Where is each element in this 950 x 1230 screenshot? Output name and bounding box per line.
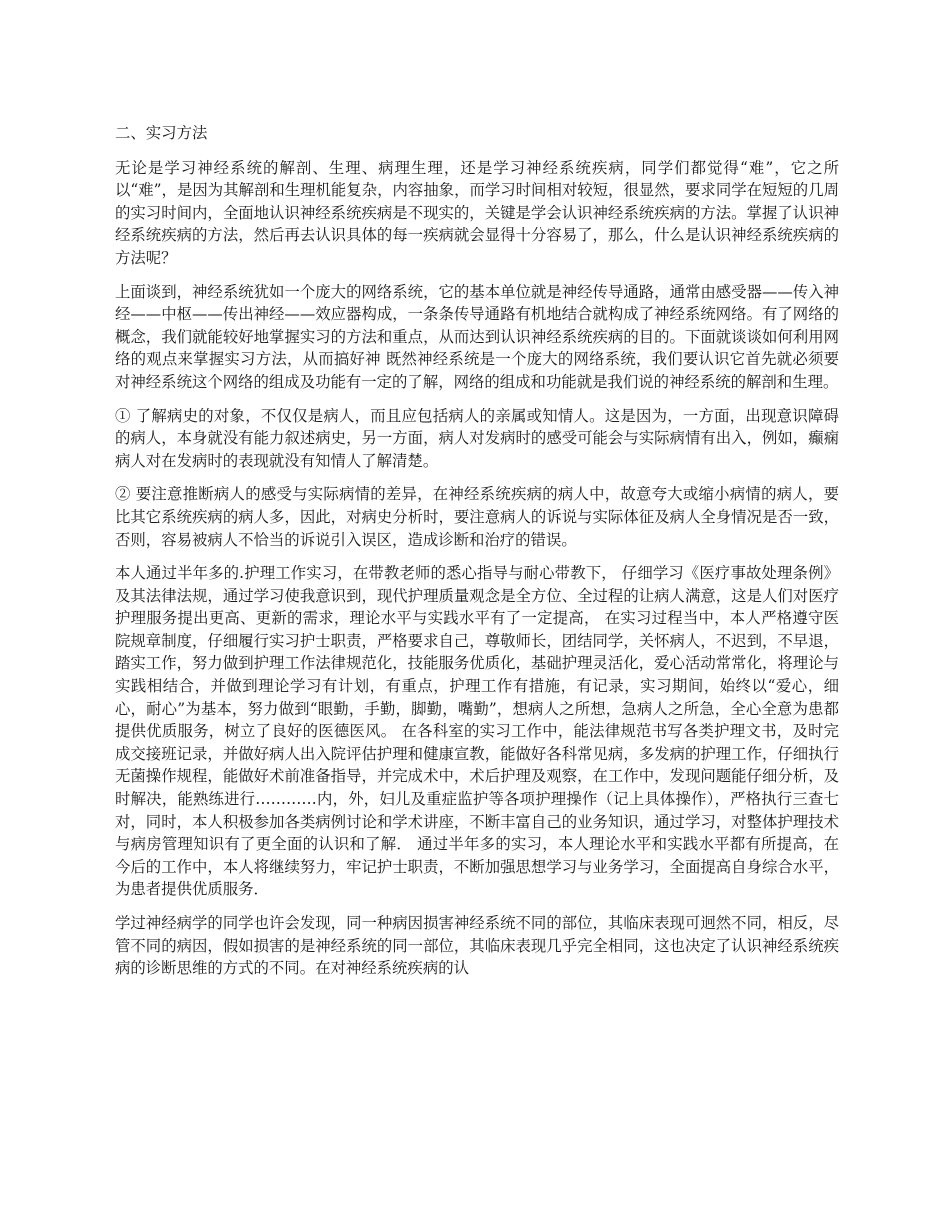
document-page: [115, 122, 839, 991]
paragraph-internship-summary: 本人通过半年多的.护理工作实习，在带教老师的悉心指导与耐心带教下， 仔细学习《医疗事故处理条例》及其法律法规，通过学习使我意识到，现代护理质量观念是全方位、全过程的让病人满意，这是人们对医疗护理服务提出更高、更新的需求，理论水平与实践水平有了一定提高， 在实习过程当中，本人严格遵守医院规章制度，仔细履行实习护士职责，严格要求自己，尊敬师长，团结同学，关怀病人，不迟到，不早退，踏实工作，努力做到护理工作法律规范化，技能服务优质化，基础护理灵活化，爱心活动常常化，将理论与实践相结合，并做到理论学习有计划，有重点，护理工作有措施，有记录，实习期间，始终以“爱心，细心，耐心”为基本，努力做到“眼勤，手勤，脚勤，嘴勤”，想病人之所想，急病人之所急，全心全意为患都提供优质服务，树立了良好的医德医风。 在各科室的实习工作中，能法律规范书写各类护理文书，及时完成交接班记录，并做好病人出入院评估护理和健康宣教，能做好各科常见病，多发病的护理工作，仔细执行无菌操作规程，能做好术前准备指导，并完成术中，术后护理及观察，在工作中，发现问题能仔细分析，及时解决，能熟练进行…………内，外，妇儿及重症监护等各项护理操作（记上具体操作），严格执行三查七对，同时，本人积极参加各类病例讨论和学术讲座，不断丰富自己的业务知识，通过学习，对整体护理技术与病房管理知识有了更全面的认识和了解． 通过半年多的实习，本人理论水平和实践水平都有所提高，在今后的工作中，本人将继续努力，牢记护士职责，不断加强思想学习与业务学习，全面提高自身综合水平，为患者提供优质服务．: [115, 564, 839, 899]
paragraph-intro: 无论是学习神经系统的解剖、生理、病理生理，还是学习神经系统疾病，同学们都觉得“难”，它之所以“难”，是因为其解剖和生理机能复杂，内容抽象，而学习时间相对较短，很显然，要求同学在短短的几周的实习时间内，全面地认识神经系统疾病是不现实的，关键是学会认识神经系统疾病的方法。掌握了认识神经系统疾病的方法，然后再去认识具体的每一疾病就会显得十分容易了，那么，什么是认识神经系统疾病的方法呢？: [115, 158, 839, 267]
paragraph-diagnosis: 学过神经病学的同学也许会发现，同一种病因损害神经系统不同的部位，其临床表现可迥然不同，相反，尽管不同的病因，假如损害的是神经系统的同一部位，其临床表现几乎完全相同，这也决定了认识神经系统疾病的诊断思维的方式的不同。在对神经系统疾病的认: [115, 914, 839, 978]
section-heading: 二、实习方法: [115, 124, 208, 142]
paragraph-network: 上面谈到，神经系统犹如一个庞大的网络系统，它的基本单位就是神经传导通路，通常由感受器——传入神经——中枢——传出神经——效应器构成，一条条传导通路有机地结合就构成了神经系统网络。有了网络的概念，我们就能较好地掌握实习的方法和重点，从而达到认识神经系统疾病的目的。下面就谈谈如何利用网络的观点来掌握实习方法，从而搞好神 既然神经系统是一个庞大的网络系统，我们要认识它首先就必须要对神经系统这个网络的组成及功能有一定的了解，网络的组成和功能就是我们说的神经系统的解剖和生理。: [115, 282, 839, 391]
paragraph-point-1: ① 了解病史的对象，不仅仅是病人，而且应包括病人的亲属或知情人。这是因为，一方面，出现意识障碍的病人，本身就没有能力叙述病史，另一方面，病人对发病时的感受可能会与实际病情有出入，例如，癫痫病人对在发病时的表现就没有知情人了解清楚。: [115, 406, 839, 470]
paragraph-point-2: ② 要注意推断病人的感受与实际病情的差异，在神经系统疾病的病人中，故意夸大或缩小病情的病人，要比其它系统疾病的病人多，因此，对病史分析时，要注意病人的诉说与实际体征及病人全身情况是否一致，否则，容易被病人不恰当的诉说引入误区，造成诊断和治疗的错误。: [115, 485, 839, 549]
